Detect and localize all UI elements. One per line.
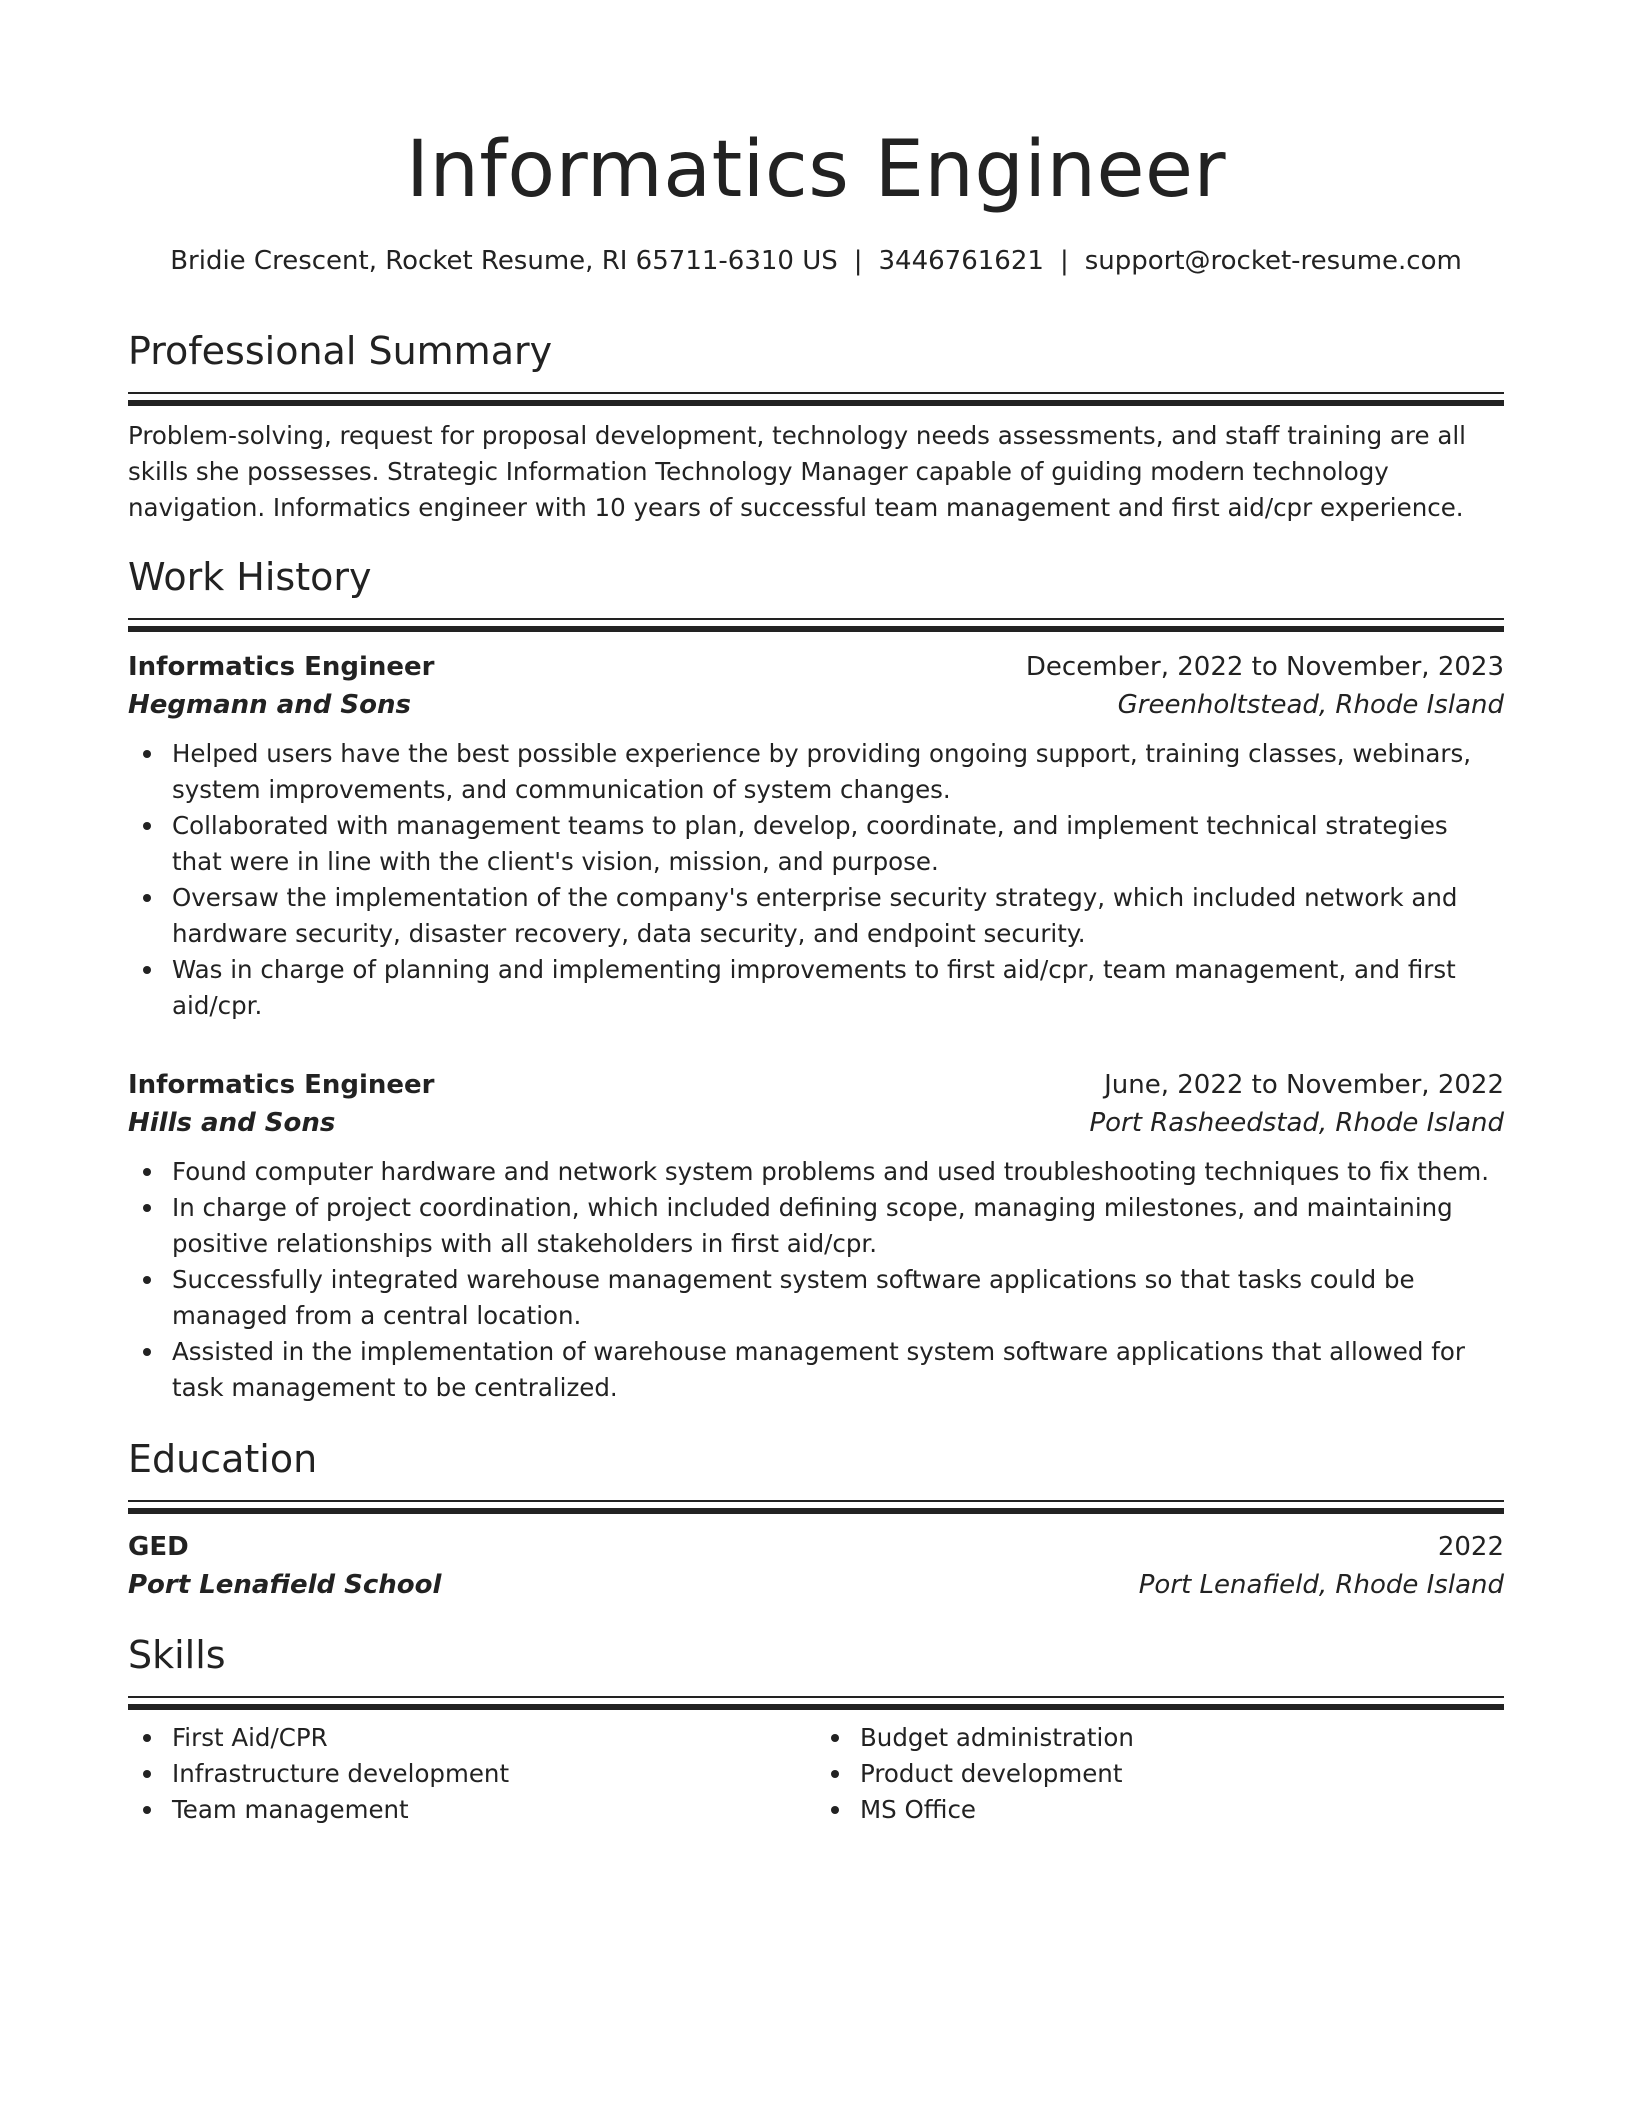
job-entry	[128, 648, 1504, 1024]
job-bullet: Helped users have the best possible experience by providing ongoing support, training classes, webinars, system improvements, and communication of system changes.	[172, 736, 1504, 808]
job-dates: June, 2022 to November, 2022	[1104, 1070, 1504, 1100]
job-bullet: Oversaw the implementation of the company's enterprise security strategy, which included network and hardware security, disaster recovery, data security, and endpoint security.	[172, 880, 1504, 952]
job-company-row	[128, 686, 1504, 724]
job-location: Port Rasheedstad, Rhode Island	[1089, 1108, 1504, 1138]
section-divider	[128, 392, 1504, 404]
job-location: Greenholtstead, Rhode Island	[1117, 690, 1504, 720]
skill-item: Budget administration	[860, 1720, 1504, 1756]
job-bullet: Was in charge of planning and implementing improvements to first aid/cpr, team management, and first aid/cpr.	[172, 952, 1504, 1024]
job-company-row	[128, 1104, 1504, 1142]
contact-phone: 3446761621	[878, 246, 1044, 276]
work-history-section	[128, 554, 1504, 1406]
job-entry	[128, 1066, 1504, 1406]
education-degree: GED	[128, 1532, 189, 1562]
section-divider	[128, 1500, 1504, 1512]
job-bullet: Found computer hardware and network system problems and used troubleshooting techniques to fix them.	[172, 1154, 1504, 1190]
skill-item: Infrastructure development	[172, 1756, 816, 1792]
education-location: Port Lenafield, Rhode Island	[1138, 1570, 1504, 1600]
skill-item: First Aid/CPR	[172, 1720, 816, 1756]
job-bullet: In charge of project coordination, which included defining scope, managing milestones, and maintaining positive relationships with all stakeholders in first aid/cpr.	[172, 1190, 1504, 1262]
contact-separator: |	[1059, 246, 1069, 276]
job-bullets	[128, 1154, 1504, 1406]
job-company: Hegmann and Sons	[128, 690, 412, 720]
section-title-work-history: Work History	[128, 555, 372, 599]
job-dates: December, 2022 to November, 2023	[1025, 652, 1504, 682]
resume-name: Informatics Engineer	[405, 125, 1227, 215]
contact-address: Bridie Crescent, Rocket Resume, RI 65711-6310 US	[170, 246, 838, 276]
contact-separator: |	[853, 246, 863, 276]
education-school: Port Lenafield School	[128, 1570, 442, 1600]
section-divider	[128, 618, 1504, 630]
job-company: Hills and Sons	[128, 1108, 336, 1138]
section-title-skills: Skills	[128, 1633, 226, 1677]
contact-email: support@rocket-resume.com	[1084, 246, 1462, 276]
education-school-row	[128, 1566, 1504, 1604]
skills-grid	[128, 1720, 1504, 1828]
job-bullet: Successfully integrated warehouse management system software applications so that tasks could be managed from a central location.	[172, 1262, 1504, 1334]
education-degree-row	[128, 1528, 1504, 1566]
skills-column-right	[816, 1720, 1504, 1828]
skill-item: MS Office	[860, 1792, 1504, 1828]
job-bullet: Collaborated with management teams to plan, develop, coordinate, and implement technical strategies that were in line with the client's vision, mission, and purpose.	[172, 808, 1504, 880]
summary-text: Problem-solving, request for proposal development, technology needs assessments, and staff training are all skills she possesses. Strategic Information Technology Manager capable of guiding modern technology navigation. Informatics engineer with 10 years of successful team management and first aid/cpr experience.	[128, 421, 1466, 522]
skills-column-left	[128, 1720, 816, 1828]
job-header-row	[128, 648, 1504, 686]
education-section	[128, 1436, 1504, 1604]
education-year: 2022	[1437, 1532, 1504, 1562]
education-entry	[128, 1528, 1504, 1604]
job-title: Informatics Engineer	[128, 1070, 435, 1100]
job-bullets	[128, 736, 1504, 1024]
skill-item: Team management	[172, 1792, 816, 1828]
skill-item: Product development	[860, 1756, 1504, 1792]
job-header-row	[128, 1066, 1504, 1104]
job-title: Informatics Engineer	[128, 652, 435, 682]
section-divider	[128, 1696, 1504, 1708]
skills-section	[128, 1632, 1504, 1828]
summary-section	[128, 328, 1504, 526]
contact-line	[128, 244, 1504, 278]
section-title-summary: Professional Summary	[128, 329, 553, 373]
section-title-education: Education	[128, 1437, 318, 1481]
job-bullet: Assisted in the implementation of warehouse management system software applications that allowed for task management to be centralized.	[172, 1334, 1504, 1406]
